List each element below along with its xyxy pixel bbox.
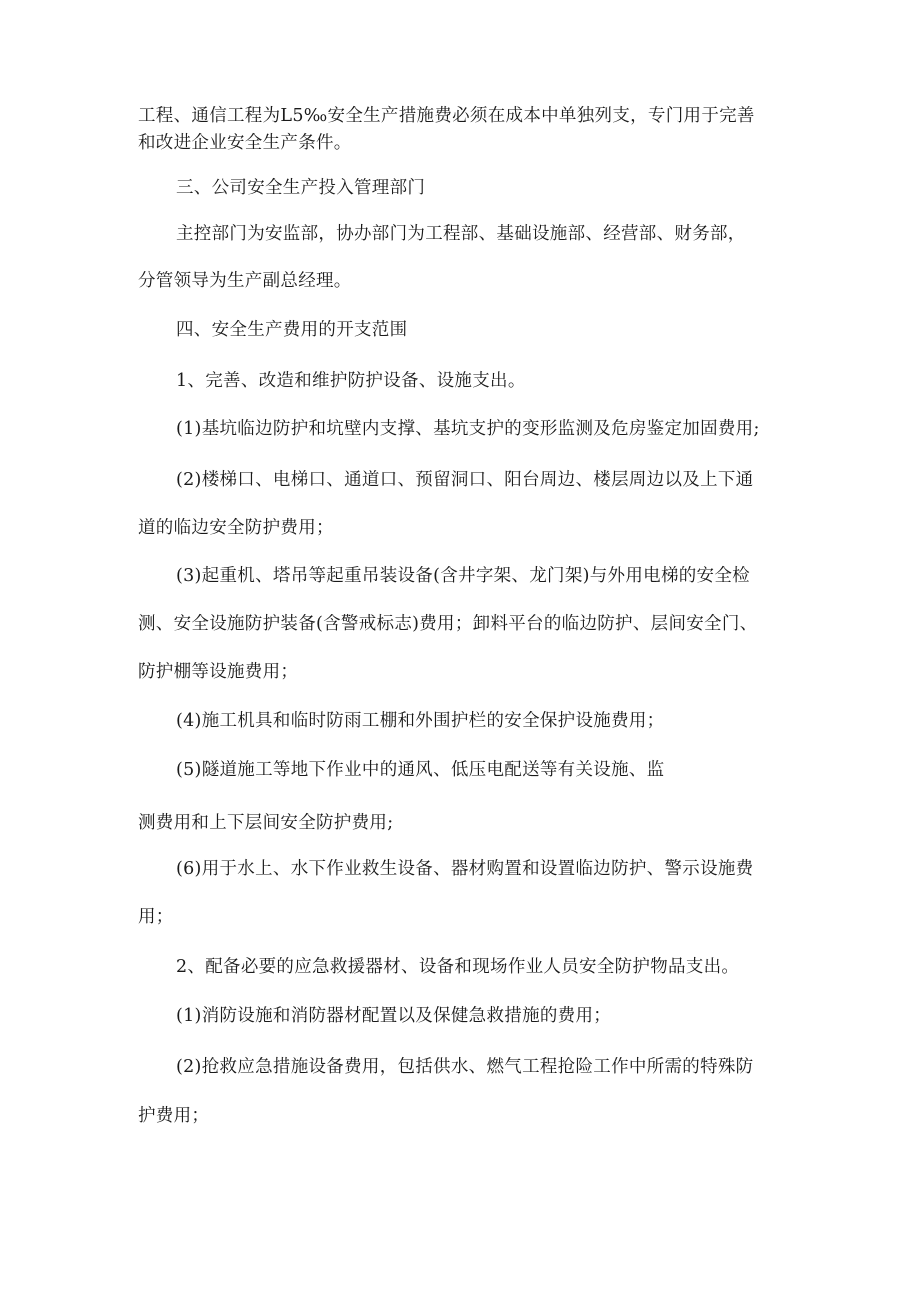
text-line: 工程、通信工程为L5‰安全生产措施费必须在成本中单独列支，专门用于完善 (138, 106, 755, 126)
text-line: 和改进企业安全生产条件。 (138, 133, 352, 153)
list-item: 1、完善、改造和维护防护设备、设施支出。 (176, 371, 526, 391)
text-line: 防护棚等设施费用； (138, 662, 299, 682)
list-item: (1)消防设施和消防器材配置以及保健急救措施的费用； (176, 1006, 612, 1026)
section-heading: 四、安全生产费用的开支范围 (176, 320, 408, 340)
list-item: (5)隧道施工等地下作业中的通风、低压电配送等有关设施、监 (176, 760, 665, 780)
text-line: 道的临边安全防护费用； (138, 518, 334, 538)
list-item: (1)基坑临边防护和坑壁内支撑、基坑支护的变形监测及危房鉴定加固费用; (176, 419, 760, 439)
text-line: 护费用； (138, 1106, 210, 1126)
list-item: (3)起重机、塔吊等起重吊装设备(含井字架、龙门架)与外用电梯的安全检 (176, 566, 750, 586)
list-item: (6)用于水上、水下作业救生设备、器材购置和设置临边防护、警示设施费 (176, 859, 754, 879)
section-heading: 三、公司安全生产投入管理部门 (176, 178, 426, 198)
text-line: 测、安全设施防护装备(含警戒标志)费用；卸料平台的临边防护、层间安全门、 (138, 614, 758, 634)
list-item: (4)施工机具和临时防雨工棚和外围护栏的安全保护设施费用； (176, 711, 665, 731)
list-item: (2)楼梯口、电梯口、通道口、预留洞口、阳台周边、楼层周边以及上下通 (176, 470, 754, 490)
text-line: 测费用和上下层间安全防护费用; (138, 813, 394, 833)
text-line: 用； (138, 907, 174, 927)
list-item: (2)抢救应急措施设备费用，包括供水、燃气工程抢险工作中所需的特殊防 (176, 1057, 754, 1077)
text-line: 主控部门为安监部，协办部门为工程部、基础设施部、经营部、财务部， (176, 224, 746, 244)
list-item: 2、配备必要的应急救援器材、设备和现场作业人员安全防护物品支出。 (176, 957, 740, 977)
text-line: 分管领导为生产副总经理。 (138, 271, 352, 291)
